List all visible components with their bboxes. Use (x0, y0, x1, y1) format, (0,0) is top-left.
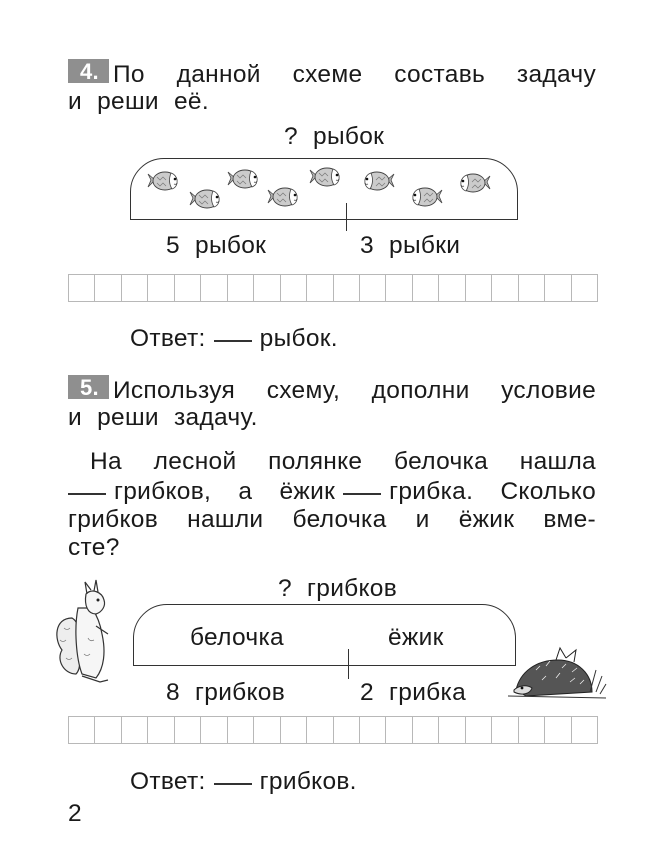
task5-answer-blank[interactable] (214, 783, 252, 785)
task5-number-badge: 5. (68, 375, 109, 399)
grid-cell[interactable] (466, 717, 492, 743)
task4-scheme-divider (346, 203, 347, 231)
task5-answer-label: Ответ: (130, 768, 206, 795)
fish-icon (188, 186, 224, 212)
grid-cell[interactable] (148, 717, 174, 743)
grid-cell[interactable] (69, 717, 95, 743)
task5-problem-line2 (68, 478, 596, 506)
fish-icon (226, 166, 262, 192)
task5-right-inner-label: ёжик (388, 624, 444, 651)
task5-left-label: 8 грибков (166, 679, 286, 706)
grid-cell[interactable] (572, 717, 597, 743)
task5-right-label: 2 грибка (360, 679, 466, 706)
fish-icon (360, 168, 396, 194)
grid-cell[interactable] (95, 717, 121, 743)
task5-blank-hedgehog[interactable] (343, 493, 381, 495)
task5-problem-line2a: грибков, а ёжик (114, 478, 336, 505)
task4-heading-line1 (68, 59, 596, 89)
grid-cell[interactable] (201, 275, 227, 301)
grid-cell[interactable] (307, 717, 333, 743)
task5-problem-line1: На лесной полянке белочка нашла (90, 448, 596, 475)
task5-problem-line4: сте? (68, 534, 120, 561)
task4-answer-line (130, 325, 338, 353)
page-number: 2 (68, 800, 82, 827)
hedgehog-illustration (506, 640, 610, 704)
grid-cell[interactable] (466, 275, 492, 301)
grid-cell[interactable] (439, 717, 465, 743)
grid-cell[interactable] (307, 275, 333, 301)
task5-scheme-divider (348, 649, 349, 679)
task5-heading-line1 (68, 375, 596, 405)
grid-cell[interactable] (545, 275, 571, 301)
task4-left-label: 5 рыбок (166, 232, 267, 259)
grid-cell[interactable] (122, 717, 148, 743)
task5-blank-squirrel[interactable] (68, 493, 106, 495)
task4-heading-text: По данной схеме составь задачу (112, 61, 596, 88)
grid-cell[interactable] (360, 275, 386, 301)
grid-cell[interactable] (519, 275, 545, 301)
fish-icon (146, 168, 182, 194)
squirrel-illustration (52, 578, 124, 684)
task5-problem-line3: грибков нашли белочка и ёжик вме- (68, 506, 596, 533)
grid-cell[interactable] (148, 275, 174, 301)
task4-heading-line2: и реши её. (68, 88, 209, 115)
task5-heading-line2: и реши задачу. (68, 404, 258, 431)
grid-cell[interactable] (228, 717, 254, 743)
grid-cell[interactable] (492, 717, 518, 743)
grid-cell[interactable] (228, 275, 254, 301)
grid-cell[interactable] (254, 275, 280, 301)
task4-answer-blank[interactable] (214, 340, 252, 342)
fish-icon (456, 170, 492, 196)
grid-cell[interactable] (360, 717, 386, 743)
grid-cell[interactable] (572, 275, 597, 301)
grid-cell[interactable] (281, 275, 307, 301)
task5-total-label: ? грибков (278, 575, 398, 602)
grid-cell[interactable] (413, 717, 439, 743)
task4-number-badge: 4. (68, 59, 109, 83)
grid-cell[interactable] (519, 717, 545, 743)
grid-cell[interactable] (175, 717, 201, 743)
grid-cell[interactable] (545, 717, 571, 743)
grid-cell[interactable] (386, 275, 412, 301)
fish-icon (408, 184, 444, 210)
grid-cell[interactable] (334, 717, 360, 743)
grid-cell[interactable] (122, 275, 148, 301)
grid-cell[interactable] (413, 275, 439, 301)
task5-answer-line (130, 768, 357, 796)
fish-icon (266, 184, 302, 210)
grid-cell[interactable] (69, 275, 95, 301)
task5-answer-unit: грибков. (259, 768, 357, 795)
fish-icon (308, 164, 344, 190)
grid-cell[interactable] (334, 275, 360, 301)
grid-cell[interactable] (175, 275, 201, 301)
task4-right-label: 3 рыбки (360, 232, 461, 259)
task4-answer-unit: рыбок. (259, 325, 338, 352)
grid-cell[interactable] (201, 717, 227, 743)
task4-answer-grid[interactable] (68, 274, 598, 302)
grid-cell[interactable] (95, 275, 121, 301)
grid-cell[interactable] (492, 275, 518, 301)
task4-total-label: ? рыбок (284, 123, 385, 150)
grid-cell[interactable] (439, 275, 465, 301)
task5-problem-line2b: грибка. Сколько (389, 478, 596, 505)
grid-cell[interactable] (386, 717, 412, 743)
task5-answer-grid[interactable] (68, 716, 598, 744)
grid-cell[interactable] (254, 717, 280, 743)
task4-answer-label: Ответ: (130, 325, 206, 352)
task5-left-inner-label: белочка (190, 624, 284, 651)
grid-cell[interactable] (281, 717, 307, 743)
task5-heading-text: Используя схему, дополни условие (112, 377, 596, 404)
